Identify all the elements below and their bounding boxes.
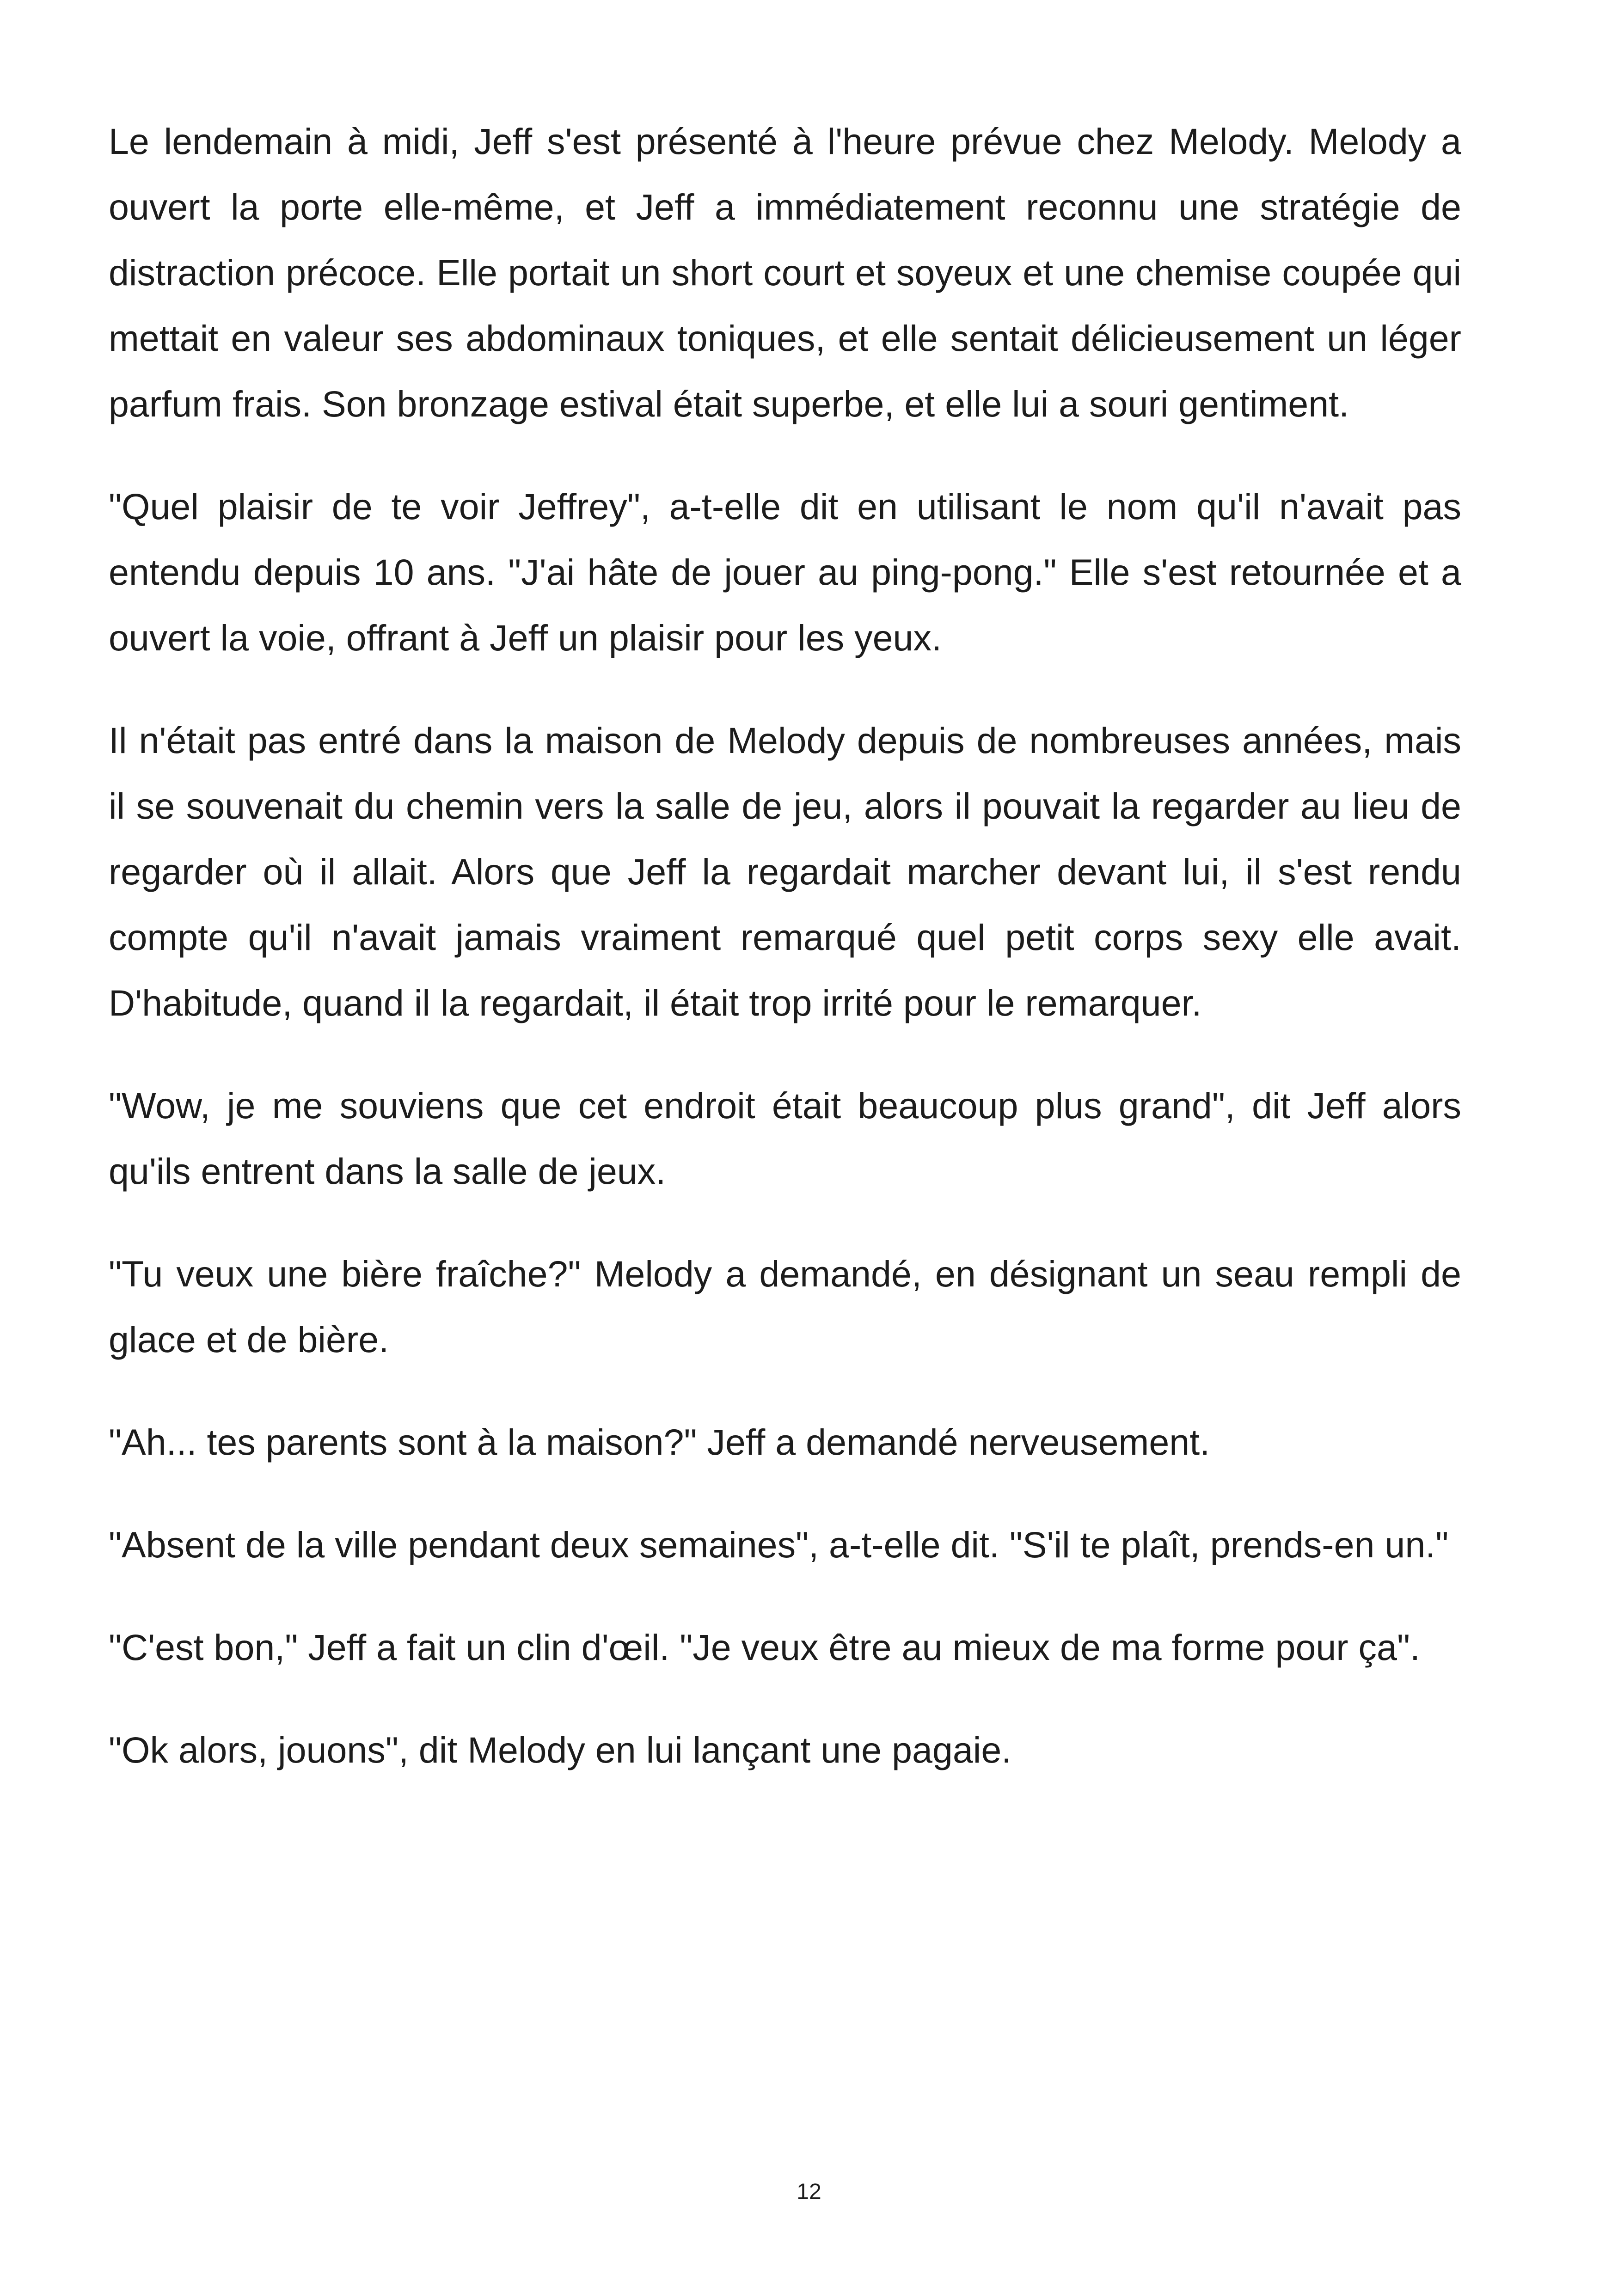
paragraph-1: Le lendemain à midi, Jeff s'est présenté à l'heure prévue chez Melody. Melody a ouvert la porte elle-même, et Jeff a immédiatement reconnu une stratégie de distraction précoce. Elle portait un short court et soyeux et une chemise coupée qui mettait en valeur ses abdominaux toniques, et elle sentait délicieusement un léger parfum frais. Son bronzage estival était superbe, et elle lui a souri gentiment. — [109, 121, 1461, 424]
paragraph-2: "Quel plaisir de te voir Jeffrey", a-t-elle dit en utilisant le nom qu'il n'avait pas entendu depuis 10 ans. "J'ai hâte de jouer au ping-pong." Elle s'est retournée et a ouvert la voie, offrant à Jeff un plaisir pour les yeux. — [109, 486, 1461, 658]
paragraph-5: "Tu veux une bière fraîche?" Melody a demandé, en désignant un seau rempli de glace et de bière. — [109, 1253, 1461, 1360]
paragraph-3: Il n'était pas entré dans la maison de Melody depuis de nombreuses années, mais il se souvenait du chemin vers la salle de jeu, alors il pouvait la regarder au lieu de regarder où il allait. Alors que Jeff la regardait marcher devant lui, il s'est rendu compte qu'il n'avait jamais vraiment remarqué quel petit corps sexy elle avait. D'habitude, quand il la regardait, il était trop irrité pour le remarquer. — [109, 720, 1461, 1023]
paragraph-7: "Absent de la ville pendant deux semaines", a-t-elle dit. "S'il te plaît, prends-en un." — [109, 1524, 1449, 1565]
paragraph-8: "C'est bon," Jeff a fait un clin d'œil. "Je veux être au mieux de ma forme pour ça". — [109, 1627, 1420, 1668]
paragraph-6: "Ah... tes parents sont à la maison?" Jeff a demandé nerveusement. — [109, 1421, 1210, 1463]
paragraph-9: "Ok alors, jouons", dit Melody en lui lançant une pagaie. — [109, 1729, 1012, 1770]
page-number: 12 — [797, 2180, 821, 2204]
paragraph-4: "Wow, je me souviens que cet endroit était beaucoup plus grand", dit Jeff alors qu'ils entrent dans la salle de jeux. — [109, 1085, 1461, 1192]
body-text — [109, 109, 1461, 1820]
